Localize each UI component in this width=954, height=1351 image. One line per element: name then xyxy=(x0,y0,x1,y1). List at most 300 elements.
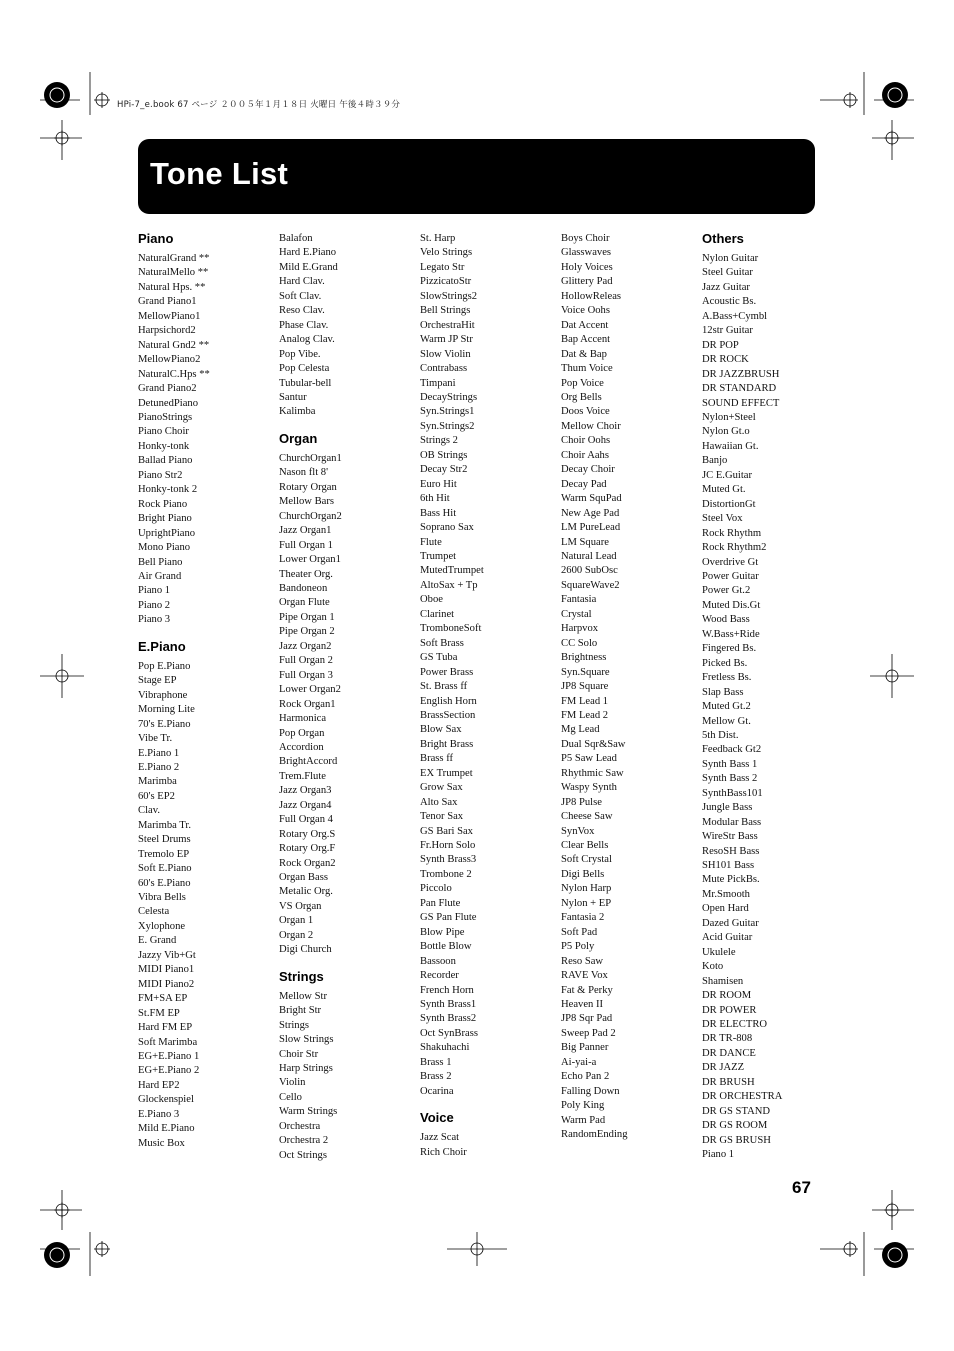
tone-name: Theater Org. xyxy=(279,568,333,580)
tone-name: Velo Strings xyxy=(420,247,473,259)
tone-name: Choir Oohs xyxy=(561,435,611,447)
tone-name: Rock Organ1 xyxy=(279,698,336,710)
tone-name: DR ROOM xyxy=(702,990,752,1002)
tone-name: Harpsichord2 xyxy=(138,325,196,337)
tone-name: Clear Bells xyxy=(561,840,609,852)
tone-name: Piano Str2 xyxy=(138,469,183,481)
tone-list xyxy=(561,232,696,1143)
tone-name: Org Bells xyxy=(561,391,602,403)
tone-name: Slow Violin xyxy=(420,348,471,360)
tone-name: Slap Bass xyxy=(702,686,744,698)
tone-name: 60's E.Piano xyxy=(138,877,191,889)
tone-name: Clarinet xyxy=(420,608,455,620)
tone-name: Marimba xyxy=(138,776,177,788)
tone-section xyxy=(279,432,414,958)
tone-name: Lower Organ1 xyxy=(279,554,341,566)
tone-name: Nylon Harp xyxy=(561,883,612,895)
tone-name: Thum Voice xyxy=(561,363,613,375)
tone-name: Piano 1 xyxy=(702,1149,735,1161)
tone-name: Blow Pipe xyxy=(420,926,465,938)
tone-name: Mellow Gt. xyxy=(702,715,751,727)
tone-name: TromboneSoft xyxy=(420,623,482,635)
tone-section xyxy=(279,232,414,420)
tone-name: OrchestraHit xyxy=(420,319,475,331)
tone-name: FM+SA EP xyxy=(138,993,188,1005)
tone-name: Mild E.Grand xyxy=(279,261,338,273)
tone-name: DR ELECTRO xyxy=(702,1019,768,1031)
tone-name: DR ROCK xyxy=(702,354,749,366)
tone-name: Decay Pad xyxy=(561,478,607,490)
tone-name: CC Solo xyxy=(561,637,598,649)
tone-name: Metalic Org. xyxy=(279,886,333,898)
tone-list xyxy=(138,252,273,628)
tone-name: Pop Voice xyxy=(561,377,604,389)
tone-name: HollowReleas xyxy=(561,290,622,302)
tone-name: 6th Hit xyxy=(420,493,450,505)
tone-section xyxy=(138,640,273,1151)
tone-name: Glasswaves xyxy=(561,247,612,259)
tone-name: Synth Brass1 xyxy=(420,999,477,1011)
tone-name: Oboe xyxy=(420,594,443,606)
tone-name: Muted Gt.2 xyxy=(702,701,751,713)
tone-name: Bright Str xyxy=(279,1005,322,1017)
tone-name: Rock Rhythm xyxy=(702,527,762,539)
tone-column-2 xyxy=(279,232,414,1175)
tone-name: MellowPiano2 xyxy=(138,354,201,366)
tone-name: SlowStrings2 xyxy=(420,290,478,302)
tone-name: DR GS STAND xyxy=(702,1105,771,1117)
title-bar xyxy=(138,139,815,214)
tone-name: Tremolo EP xyxy=(138,848,190,860)
tone-name: NaturalMello ** xyxy=(138,267,209,279)
tone-section xyxy=(138,232,273,628)
tone-name: FM Lead 1 xyxy=(561,695,609,707)
tone-name: Poly King xyxy=(561,1100,605,1112)
tone-name: Ballad Piano xyxy=(138,455,193,467)
tone-name: Rhythmic Saw xyxy=(561,767,624,779)
tone-name: Vibra Bells xyxy=(138,892,186,904)
tone-name: JP8 Square xyxy=(561,681,609,693)
tone-name: Pop E.Piano xyxy=(138,660,191,672)
tone-name: Soft Marimba xyxy=(138,1036,198,1048)
tone-name: Dat Accent xyxy=(561,319,609,331)
tone-name: Pipe Organ 1 xyxy=(279,611,335,623)
tone-name: Jazz Organ1 xyxy=(279,525,332,537)
tone-name: Reso Clav. xyxy=(279,305,325,317)
tone-name: DetunedPiano xyxy=(138,397,199,409)
tone-name: Digi Bells xyxy=(561,868,605,880)
tone-name: Tenor Sax xyxy=(420,811,464,823)
tone-name: French Horn xyxy=(420,984,474,996)
tone-name: A.Bass+Cymbl xyxy=(702,310,768,322)
tone-name: 5th Dist. xyxy=(702,729,739,741)
tone-name: RandomEnding xyxy=(561,1129,628,1141)
tone-name: Jazzy Vib+Gt xyxy=(138,949,196,961)
tone-name: DR BRUSH xyxy=(702,1076,755,1088)
tone-name: Nylon Guitar xyxy=(702,253,759,264)
tone-name: EG+E.Piano 1 xyxy=(138,1051,200,1063)
tone-name: Soft Clav. xyxy=(279,290,322,302)
tone-name: AltoSax + Tp xyxy=(420,579,478,591)
tone-name: Euro Hit xyxy=(420,478,457,490)
tone-name: Bandoneon xyxy=(279,582,328,594)
tone-name: Rotary Org.F xyxy=(279,843,336,855)
tone-name: P5 Saw Lead xyxy=(561,753,617,765)
tone-name: Jazz Scat xyxy=(420,1132,460,1144)
tone-name: Natural Hps. ** xyxy=(138,281,206,293)
tone-name: Power Gt.2 xyxy=(702,585,751,597)
tone-name: GS Bari Sax xyxy=(420,825,473,837)
tone-name: Muted Gt. xyxy=(702,484,746,496)
tone-name: Hard EP2 xyxy=(138,1079,180,1091)
tone-name: Soft Pad xyxy=(561,926,598,938)
tone-name: Grand Piano2 xyxy=(138,383,197,395)
tone-name: Jazz Organ3 xyxy=(279,785,332,797)
tone-name: E. Grand xyxy=(138,935,177,947)
tone-name: Fretless Bs. xyxy=(702,672,752,684)
tone-name: Oct SynBrass xyxy=(420,1027,478,1039)
tone-name: Full Organ 1 xyxy=(279,539,333,551)
tone-section xyxy=(561,232,696,1143)
tone-name: Kalimba xyxy=(279,406,316,418)
tone-name: Organ Bass xyxy=(279,872,328,884)
tone-name: Hawaiian Gt. xyxy=(702,440,759,452)
tone-name: Hard E.Piano xyxy=(279,247,337,259)
tone-name: EX Trumpet xyxy=(420,767,473,779)
tone-name: Organ 2 xyxy=(279,929,314,941)
tone-column-5 xyxy=(702,232,837,1175)
tone-name: JP8 Sqr Pad xyxy=(561,1013,613,1025)
tone-name: Waspy Synth xyxy=(561,782,617,794)
tone-name: Bass Hit xyxy=(420,507,457,519)
tone-name: Acoustic Bs. xyxy=(702,296,757,308)
tone-name: Soft Brass xyxy=(420,637,464,649)
section-heading: E.Piano xyxy=(138,638,186,654)
tone-name: St. Harp xyxy=(420,233,456,244)
tone-column-4 xyxy=(561,232,696,1155)
tone-name: Soprano Sax xyxy=(420,522,474,534)
tone-name: Bottle Blow xyxy=(420,941,472,953)
tone-name: Dual Sqr&Saw xyxy=(561,738,626,750)
tone-name: GS Tuba xyxy=(420,652,458,664)
tone-name: PianoStrings xyxy=(138,411,193,423)
tone-name: Open Hard xyxy=(702,903,749,915)
tone-name: 2600 SubOsc xyxy=(561,565,618,577)
tone-name: MIDI Piano1 xyxy=(138,964,195,976)
tone-name: Synth Bass 2 xyxy=(702,773,758,785)
tone-name: BrightAccord xyxy=(279,756,338,768)
tone-name: Dazed Guitar xyxy=(702,917,759,929)
tone-section xyxy=(420,232,555,1099)
tone-name: Fat & Perky xyxy=(561,984,613,996)
tone-name: Fingered Bs. xyxy=(702,643,757,655)
tone-name: Overdrive Gt xyxy=(702,556,759,568)
tone-name: Brightness xyxy=(561,652,607,664)
tone-name: Cello xyxy=(279,1091,302,1103)
tone-name: Music Box xyxy=(138,1137,185,1149)
tone-list xyxy=(420,232,555,1099)
section-heading: Organ xyxy=(279,430,318,446)
tone-name: Choir Str xyxy=(279,1048,319,1060)
tone-list xyxy=(279,990,414,1163)
tone-name: Choir Aahs xyxy=(561,449,609,461)
tone-section xyxy=(702,232,837,1163)
tone-name: Glockenspiel xyxy=(138,1094,194,1106)
tone-name: Morning Lite xyxy=(138,704,195,716)
tone-name: Warm SquPad xyxy=(561,493,622,505)
tone-name: E.Piano 1 xyxy=(138,747,180,759)
tone-name: Pop Vibe. xyxy=(279,348,321,360)
tone-name: 70's E.Piano xyxy=(138,718,191,730)
tone-name: Piano Choir xyxy=(138,426,189,438)
tone-name: Clav. xyxy=(138,805,160,817)
page-title: Tone List xyxy=(150,156,289,191)
tone-name: Harp Strings xyxy=(279,1063,333,1075)
tone-name: 12str Guitar xyxy=(702,325,753,337)
tone-name: SquareWave2 xyxy=(561,579,620,591)
tone-name: Orchestra 2 xyxy=(279,1135,329,1147)
tone-name: Rock Rhythm2 xyxy=(702,542,767,554)
tone-name: Fr.Horn Solo xyxy=(420,840,476,852)
tone-name: Mono Piano xyxy=(138,542,191,554)
tone-name: DR TR-808 xyxy=(702,1033,753,1045)
tone-name: Jazz Organ4 xyxy=(279,799,332,811)
tone-name: DR JAZZ xyxy=(702,1062,745,1074)
tone-name: NaturalGrand ** xyxy=(138,253,210,264)
tone-name: Boys Choir xyxy=(561,233,610,244)
tone-name: Power Brass xyxy=(420,666,474,678)
tone-name: Full Organ 3 xyxy=(279,669,333,681)
tone-name: Marimba Tr. xyxy=(138,819,191,831)
tone-list xyxy=(279,232,414,420)
tone-name: PizzicatoStr xyxy=(420,276,472,288)
tone-name: Mute PickBs. xyxy=(702,874,760,886)
tone-name: Wood Bass xyxy=(702,614,750,626)
tone-name: Sweep Pad 2 xyxy=(561,1027,616,1039)
tone-name: Mild E.Piano xyxy=(138,1123,195,1135)
tone-name: Warm Pad xyxy=(561,1114,606,1126)
tone-name: Bell Strings xyxy=(420,305,471,317)
tone-name: LM Square xyxy=(561,536,609,548)
tone-name: Voice Oohs xyxy=(561,305,610,317)
tone-name: New Age Pad xyxy=(561,507,620,519)
tone-name: Trombone 2 xyxy=(420,868,472,880)
tone-name: Trumpet xyxy=(420,550,457,562)
tone-name: SH101 Bass xyxy=(702,860,755,872)
tone-name: Soft E.Piano xyxy=(138,863,192,875)
tone-name: Koto xyxy=(702,961,724,973)
tone-name: SynVox xyxy=(561,825,595,837)
tone-name: E.Piano 2 xyxy=(138,761,180,773)
tone-name: Violin xyxy=(279,1077,306,1089)
tone-name: ResoSH Bass xyxy=(702,845,760,857)
tone-name: Trem.Flute xyxy=(279,770,326,782)
tone-name: 60's EP2 xyxy=(138,790,175,802)
tone-name: P5 Poly xyxy=(561,941,595,953)
section-heading: Piano xyxy=(138,231,174,246)
tone-name: DR ORCHESTRA xyxy=(702,1091,783,1103)
tone-name: Tubular-bell xyxy=(279,377,332,389)
tone-name: Dat & Bap xyxy=(561,348,607,360)
tone-name: Power Guitar xyxy=(702,570,759,582)
tone-name: Bright Brass xyxy=(420,738,474,750)
tone-name: Stage EP xyxy=(138,675,177,687)
tone-list xyxy=(138,660,273,1151)
tone-name: Steel Guitar xyxy=(702,267,753,279)
tone-name: Mellow Str xyxy=(279,990,327,1002)
tone-name: Timpani xyxy=(420,377,456,389)
tone-name: JP8 Pulse xyxy=(561,796,602,808)
tone-name: Brass ff xyxy=(420,753,454,765)
tone-name: Decay Choir xyxy=(561,464,615,476)
tone-name: Jazz Organ2 xyxy=(279,640,332,652)
tone-name: Soft Crystal xyxy=(561,854,612,866)
tone-name: Cheese Saw xyxy=(561,811,613,823)
tone-name: Flute xyxy=(420,536,442,548)
tone-name: Pipe Organ 2 xyxy=(279,626,335,638)
tone-name: Harmonica xyxy=(279,713,327,725)
tone-name: Accordion xyxy=(279,741,324,753)
tone-name: E.Piano 3 xyxy=(138,1108,180,1120)
tone-section xyxy=(279,970,414,1163)
tone-name: Celesta xyxy=(138,906,170,918)
tone-name: MutedTrumpet xyxy=(420,565,484,577)
tone-name: English Horn xyxy=(420,695,477,707)
tone-name: Nylon + EP xyxy=(561,897,612,909)
tone-name: Balafon xyxy=(279,233,313,244)
tone-name: Phase Clav. xyxy=(279,319,329,331)
page-number: 67 xyxy=(792,1178,811,1197)
tone-name: Natural Lead xyxy=(561,550,617,562)
tone-list xyxy=(420,1131,555,1160)
tone-name: Bassoon xyxy=(420,955,456,967)
tone-name: Bell Piano xyxy=(138,556,183,568)
tone-name: Shamisen xyxy=(702,975,744,987)
tone-name: Glittery Pad xyxy=(561,276,613,288)
tone-name: Jungle Bass xyxy=(702,802,753,814)
tone-name: Acid Guitar xyxy=(702,932,753,944)
tone-name: Oct Strings xyxy=(279,1149,327,1161)
tone-name: Recorder xyxy=(420,970,459,982)
tone-name: Shakuhachi xyxy=(420,1042,470,1054)
tone-name: Vibraphone xyxy=(138,689,188,701)
section-heading: Strings xyxy=(279,968,324,984)
tone-name: Decay Str2 xyxy=(420,464,468,476)
tone-name: DR STANDARD xyxy=(702,383,777,395)
tone-name: Strings 2 xyxy=(420,435,458,447)
tone-list xyxy=(279,452,414,958)
tone-name: Grow Sax xyxy=(420,782,463,794)
tone-name: DR GS BRUSH xyxy=(702,1134,771,1146)
tone-name: Natural Gnd2 ** xyxy=(138,339,210,351)
tone-name: St.FM EP xyxy=(138,1007,180,1019)
tone-name: Blow Sax xyxy=(420,724,462,736)
tone-name: BrassSection xyxy=(420,709,476,721)
tone-name: RAVE Vox xyxy=(561,970,608,982)
tone-name: UprightPiano xyxy=(138,527,196,539)
tone-column-3 xyxy=(420,232,555,1172)
tone-name: ChurchOrgan1 xyxy=(279,452,342,464)
tone-name: Rich Choir xyxy=(420,1146,467,1158)
tone-name: Vibe Tr. xyxy=(138,733,173,745)
tone-name: Piano 3 xyxy=(138,614,171,626)
tone-name: Heaven II xyxy=(561,999,604,1011)
tone-name: Brass 1 xyxy=(420,1056,452,1068)
tone-name: Mellow Bars xyxy=(279,496,335,508)
tone-section xyxy=(420,1111,555,1160)
tone-name: Syn.Strings1 xyxy=(420,406,475,418)
tone-name: DR GS ROOM xyxy=(702,1120,768,1132)
tone-name: Rock Piano xyxy=(138,498,188,510)
tone-name: Piccolo xyxy=(420,883,452,895)
tone-name: SynthBass101 xyxy=(702,787,763,799)
tone-name: DistortionGt xyxy=(702,498,756,510)
tone-name: Pan Flute xyxy=(420,897,461,909)
tone-name: Slow Strings xyxy=(279,1034,334,1046)
tone-name: Piano 1 xyxy=(138,585,171,597)
tone-name: DR DANCE xyxy=(702,1047,756,1059)
tone-name: St. Brass ff xyxy=(420,681,468,693)
tone-name: Hard FM EP xyxy=(138,1022,193,1034)
tone-name: EG+E.Piano 2 xyxy=(138,1065,200,1077)
tone-name: Santur xyxy=(279,391,307,403)
tone-name: Hard Clav. xyxy=(279,276,325,288)
tone-name: GS Pan Flute xyxy=(420,912,477,924)
tone-name: Piano 2 xyxy=(138,599,171,611)
tone-name: Brass 2 xyxy=(420,1071,452,1083)
tone-name: Reso Saw xyxy=(561,955,604,967)
tone-column-1 xyxy=(138,232,273,1163)
tone-name: Bap Accent xyxy=(561,334,611,346)
tone-name: JC E.Guitar xyxy=(702,469,753,481)
tone-name: Warm Strings xyxy=(279,1106,338,1118)
tone-name: Ukulele xyxy=(702,946,736,958)
tone-name: Bright Piano xyxy=(138,513,192,525)
tone-name: Full Organ 4 xyxy=(279,814,333,826)
tone-name: SOUND EFFECT xyxy=(702,397,780,409)
tone-name: FM Lead 2 xyxy=(561,709,609,721)
tone-name: Air Grand xyxy=(138,570,182,582)
tone-name: Picked Bs. xyxy=(702,657,748,669)
tone-name: Xylophone xyxy=(138,920,186,932)
section-heading: Voice xyxy=(420,1110,454,1126)
tone-name: Synth Brass3 xyxy=(420,854,477,866)
tone-name: Steel Vox xyxy=(702,513,743,525)
tone-name: Crystal xyxy=(561,608,592,620)
tone-name: Ai-yai-a xyxy=(561,1056,597,1068)
tone-name: Alto Sax xyxy=(420,796,458,808)
tone-name: Falling Down xyxy=(561,1085,620,1097)
tone-name: Contrabass xyxy=(420,363,468,375)
tone-name: Rock Organ2 xyxy=(279,857,336,869)
tone-name: Synth Bass 1 xyxy=(702,758,758,770)
tone-name: Modular Bass xyxy=(702,816,762,828)
tone-name: Echo Pan 2 xyxy=(561,1071,610,1083)
tone-name: Organ Flute xyxy=(279,597,330,609)
tone-name: LM PureLead xyxy=(561,522,621,534)
tone-name: Synth Brass2 xyxy=(420,1013,477,1025)
tone-name: Pop Organ xyxy=(279,727,325,739)
tone-name: Lower Organ2 xyxy=(279,684,341,696)
tone-name: DecayStrings xyxy=(420,391,478,403)
tone-name: Honky-tonk 2 xyxy=(138,484,198,496)
tone-name: ChurchOrgan2 xyxy=(279,510,342,522)
tone-name: Muted Dis.Gt xyxy=(702,599,761,611)
tone-name: Holy Voices xyxy=(561,261,613,273)
tone-name: MellowPiano1 xyxy=(138,310,201,322)
print-header: HPi-7_e.book 67 ページ ２００５年１月１８日 火曜日 午後４時３９分 xyxy=(117,100,401,110)
tone-name: Digi Church xyxy=(279,944,332,956)
